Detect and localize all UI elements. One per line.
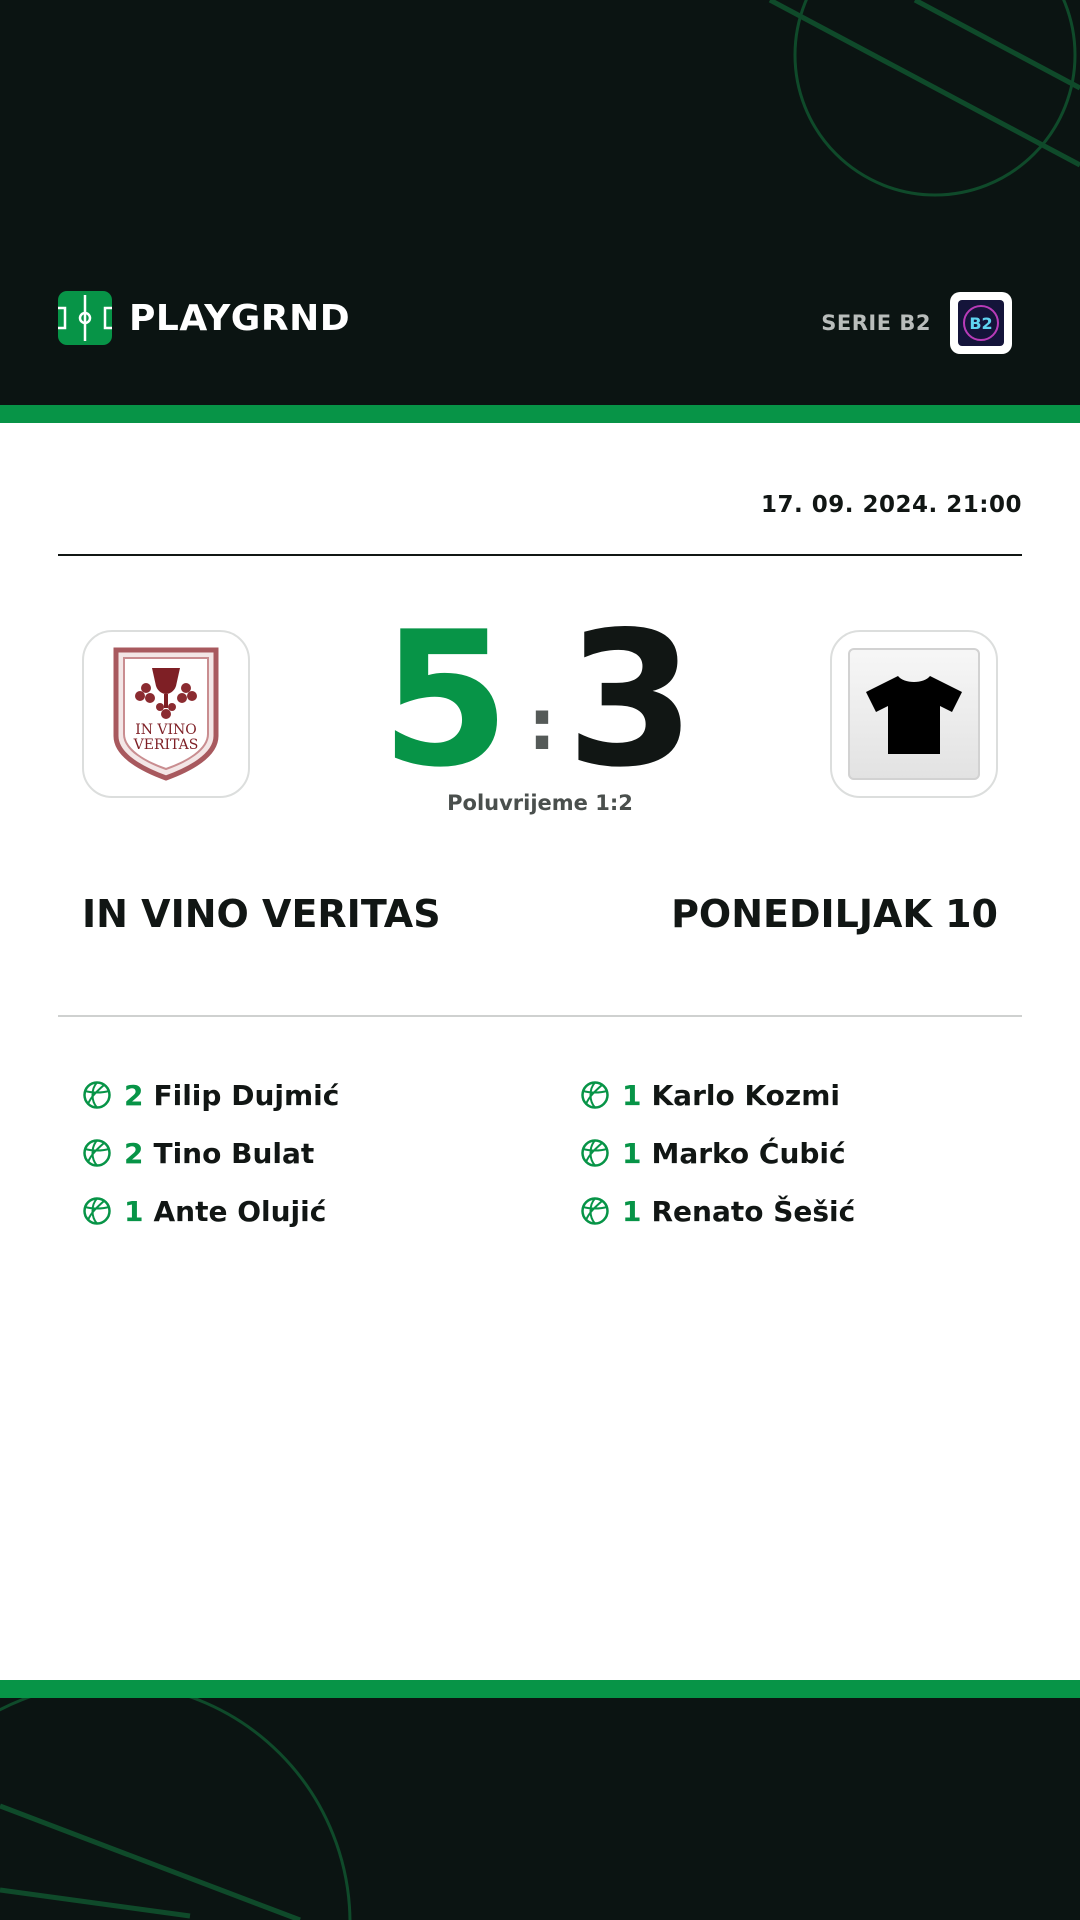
halftime-score: Poluvrijeme 1:2 (447, 791, 633, 815)
home-score: 5 (380, 591, 510, 808)
list-item (82, 1182, 502, 1240)
list-item (580, 1182, 1000, 1240)
list-item (82, 1066, 502, 1124)
list-item (580, 1066, 1000, 1124)
ball-icon (82, 1080, 112, 1110)
away-team-name: PONEDILJAK 10 (671, 892, 998, 936)
home-scorers-list (82, 1066, 502, 1240)
divider (58, 554, 1022, 556)
list-item (82, 1124, 502, 1182)
league-badge-text: B2 (969, 314, 993, 333)
header-banner (0, 0, 1080, 405)
accent-stripe-top (0, 405, 1080, 423)
goal-count: 1 (124, 1194, 144, 1228)
match-datetime: 17. 09. 2024. 21:00 (761, 492, 1022, 518)
league-info (821, 292, 1012, 354)
home-team-name: IN VINO VERITAS (82, 892, 441, 936)
footer-banner (0, 1698, 1080, 1920)
goal-count: 1 (622, 1194, 642, 1228)
player-name: Karlo Kozmi (651, 1078, 840, 1112)
brand (58, 291, 350, 345)
svg-text:IN VINO: IN VINO (135, 722, 197, 738)
ball-icon (580, 1196, 610, 1226)
player-name: Filip Dujmić (153, 1078, 340, 1112)
away-scorers-list (580, 1066, 1000, 1240)
pitch-lines-decoration (0, 1698, 1080, 1920)
player-name: Renato Šešić (651, 1194, 856, 1228)
divider (58, 1015, 1022, 1017)
score-separator: : (528, 684, 556, 766)
away-score: 3 (566, 591, 696, 808)
ball-icon (580, 1080, 610, 1110)
goal-count: 2 (124, 1078, 144, 1112)
player-name: Marko Ćubić (651, 1136, 846, 1170)
league-name: SERIE B2 (821, 311, 931, 335)
accent-stripe-bottom (0, 1680, 1080, 1698)
goal-count: 2 (124, 1136, 144, 1170)
brand-name: PLAYGRND (129, 297, 351, 339)
league-badge-icon (950, 292, 1012, 354)
goal-count: 1 (622, 1078, 642, 1112)
pitch-logo-icon (58, 291, 112, 345)
svg-text:VERITAS: VERITAS (133, 737, 199, 753)
ball-icon (82, 1196, 112, 1226)
list-item (580, 1124, 1000, 1182)
ball-icon (82, 1138, 112, 1168)
player-name: Tino Bulat (153, 1136, 315, 1170)
player-name: Ante Olujić (153, 1194, 327, 1228)
ball-icon (580, 1138, 610, 1168)
goal-count: 1 (622, 1136, 642, 1170)
